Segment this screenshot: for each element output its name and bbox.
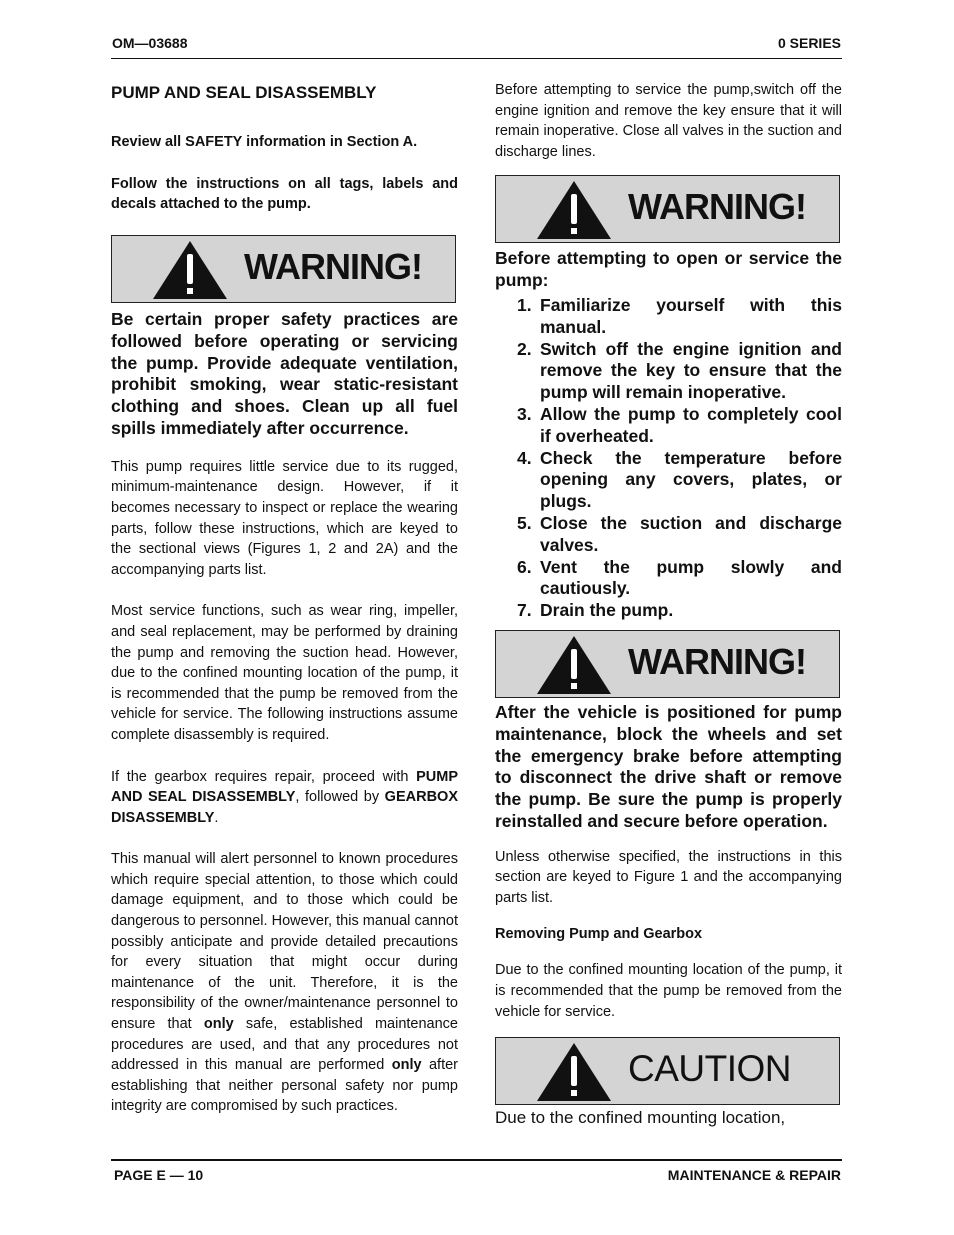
step-text: Check the temperature before opening any covers, plates, or plugs.	[540, 447, 842, 512]
step-text: Switch off the engine ignition and remove the key to ensure that the pump will remain inoperative.	[540, 338, 842, 403]
left-column	[111, 80, 458, 1117]
warning-label: WARNING!	[628, 186, 806, 228]
step-text: Drain the pump.	[540, 600, 674, 621]
removing-pump-subheading: Removing Pump and Gearbox	[495, 926, 703, 943]
warning-label: WARNING!	[244, 246, 422, 287]
step-text: Familiarize yourself with this manual.	[540, 294, 842, 337]
before-service-paragraph: Before attempting to service the pump,switch off the engine ignition and remove the key ensure that it will remain inoperative. Close all valves in the suction and discharge lines.	[495, 82, 842, 160]
only-emphasis-2: only	[391, 1057, 422, 1074]
warning-triangle-icon	[536, 180, 612, 240]
manual-alert-paragraph	[111, 849, 458, 1117]
alert-text-c: safe, established maintenance procedures are used, and that any procedures not addressed in this manual are performed	[111, 1016, 458, 1074]
step-number: 3.	[517, 403, 532, 424]
warning-box-1	[495, 175, 840, 243]
gearbox-disassembly-ref: GEARBOX DISASSEMBLY	[111, 789, 458, 826]
step-item	[495, 448, 842, 513]
footer-rule	[111, 1159, 842, 1161]
step-item	[495, 513, 842, 557]
section-name: MAINTENANCE & REPAIR	[667, 1167, 841, 1183]
caution-label: CAUTION	[628, 1048, 791, 1090]
step-item	[495, 557, 842, 601]
step-text: Allow the pump to completely cool if overheated.	[540, 403, 842, 446]
caution-box	[495, 1037, 840, 1105]
vehicle-warning-text: After the vehicle is positioned for pump maintenance, block the wheels and set the emergency brake before attempting to disconnect the drive shaft or remove the pump. Be sure the pump is properly reinstalled and secure before operation.	[495, 701, 842, 831]
gearbox-paragraph	[111, 767, 458, 829]
step-number: 1.	[517, 294, 532, 315]
page-number: PAGE E — 10	[114, 1167, 204, 1183]
gearbox-text-e: .	[214, 809, 219, 826]
only-emphasis-1: only	[203, 1016, 234, 1033]
section-heading: PUMP AND SEAL DISASSEMBLY	[111, 83, 377, 102]
caution-triangle-icon	[536, 1042, 612, 1102]
pump-seal-disassembly-ref: PUMP AND SEAL DISASSEMBLY	[111, 768, 458, 806]
doc-number: OM—03688	[112, 35, 188, 51]
step-number: 7.	[517, 600, 532, 621]
header-rule	[111, 58, 842, 59]
warning-box-2	[495, 630, 840, 698]
step-item	[495, 404, 842, 448]
service-paragraph: This pump requires little service due to its rugged, minimum-maintenance design. However, if it becomes necessary to inspect or replace the wearing parts, follow these instructions, which are keyed to the sectional views (Figures 1, 2 and 2A) and the accompanying parts list.	[111, 458, 458, 578]
step-number: 6.	[517, 556, 532, 577]
series-label: 0 SERIES	[777, 35, 841, 51]
gearbox-text-c: , followed by	[295, 789, 385, 806]
gearbox-text-a: If the gearbox requires repair, proceed with	[111, 768, 417, 785]
warning-label: WARNING!	[628, 640, 806, 682]
confined-location-paragraph: Due to the confined mounting location of the pump, it is recommended that the pump be removed from the vehicle for service.	[495, 962, 842, 1020]
review-safety-note: Review all SAFETY information in Section A.	[111, 134, 418, 150]
warning-triangle-icon	[536, 635, 612, 695]
warning-box	[111, 235, 456, 303]
caution-text: Due to the confined mounting location,	[495, 1108, 786, 1128]
service-functions-paragraph: Most service functions, such as wear ring, impeller, and seal replacement, may be performed by draining the pump and removing the suction head. However, due to the confined mounting location of the pump, it is recommended that the pump be removed from the vehicle for service. The following instructions assume complete disassembly is required.	[111, 603, 458, 743]
warning-triangle-icon	[152, 240, 228, 300]
step-number: 4.	[517, 447, 532, 468]
follow-instructions-note: Follow the instructions on all tags, labels and decals attached to the pump.	[111, 176, 458, 212]
alert-text-e: after establishing that neither personal safety nor pump integrity are compromised by such practices.	[111, 1057, 458, 1115]
step-text: Vent the pump slowly and cautiously.	[540, 556, 842, 599]
alert-text-a: This manual will alert personnel to known procedures which require special attention, to those which could damage equipment, and to those which could be dangerous to personnel. However, this manual cannot possibly anticipate and provide detailed precautions for every situation that might occur during maintenance of the unit. Therefore, it is the responsibility of the owner/maintenance personnel to ensure that	[111, 851, 458, 1033]
step-text: Close the suction and discharge valves.	[540, 512, 842, 555]
safety-warning-text: Be certain proper safety practices are followed before operating or servicing the pump. Provide adequate ventilation, prohibit smoking, wear static-resistant clothing and shoes. Clean up all fuel spills immediately after occurrence.	[111, 309, 458, 438]
step-item	[495, 339, 842, 404]
warning-lead-text: Before attempting to open or service the pump:	[495, 248, 842, 291]
step-number: 2.	[517, 338, 532, 359]
step-item	[495, 600, 842, 622]
right-column	[495, 80, 842, 1129]
step-number: 5.	[517, 512, 532, 533]
step-item	[495, 295, 842, 339]
safety-steps-list	[495, 295, 842, 622]
keyed-to-figure-paragraph: Unless otherwise specified, the instructions in this section are keyed to Figure 1 and the accompanying parts list.	[495, 848, 842, 906]
